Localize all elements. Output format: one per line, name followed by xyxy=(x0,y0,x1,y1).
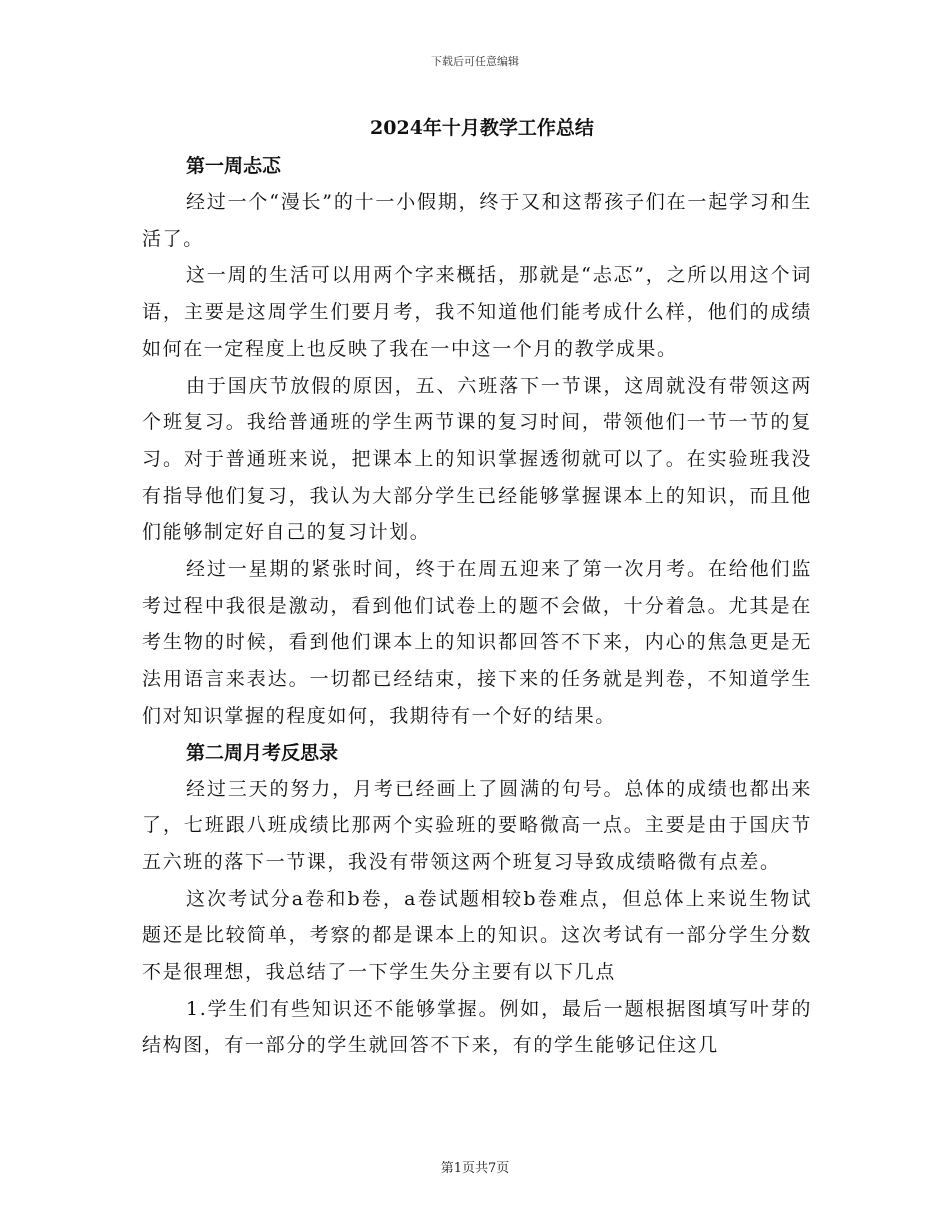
paragraph: 由于国庆节放假的原因，五、六班落下一节课，这周就没有带领这两个班复习。我给普通班的学生两节课的复习时间，带领他们一节一节的复习。对于普通班来说，把课本上的知识掌握透彻就可以了。在实验班我没有指导他们复习，我认为大部分学生已经能够掌握课本上的知识，而且他们能够制定好自己的复习计划。 xyxy=(142,374,812,544)
paragraph: 1.学生们有些知识还不能够掌握。例如，最后一题根据图填写叶芽的结构图，有一部分的学生就回答不下来，有的学生能够记住这几 xyxy=(142,997,812,1057)
section-heading-week1: 第一周忐忑 xyxy=(186,155,282,177)
paragraph: 这一周的生活可以用两个字来概括，那就是“忐忑”，之所以用这个词语，主要是这周学生们要月考，我不知道他们能考成什么样，他们的成绩如何在一定程度上也反映了我在一中这一个月的教学成果。 xyxy=(142,264,812,360)
document-body xyxy=(142,108,812,1064)
page-number: 第1页共7页 xyxy=(440,1161,510,1176)
paragraph: 经过一星期的紧张时间，终于在周五迎来了第一次月考。在给他们监考过程中我很是激动，看到他们试卷上的题不会做，十分着急。尤其是在考生物的时候，看到他们课本上的知识都回答不下来，内心的焦急更是无法用语言来表达。一切都已经结束，接下来的任务就是判卷，不知道学生们对知识掌握的程度如何，我期待有一个好的结果。 xyxy=(142,558,812,727)
paragraph: 经过一个“漫长”的十一小假期，终于又和这帮孩子们在一起学习和生活了。 xyxy=(142,191,812,250)
section-heading-week2: 第二周月考反思录 xyxy=(186,741,339,764)
document-title: 2024年十月教学工作总结 xyxy=(370,117,594,139)
page-header-note: 下载后可任意编辑 xyxy=(431,55,519,68)
paragraph: 经过三天的努力，月考已经画上了圆满的句号。总体的成绩也都出来了，七班跟八班成绩比那两个实验班的要略微高一点。主要是由于国庆节五六班的落下一节课，我没有带领这两个班复习导致成绩略微有点差。 xyxy=(142,777,812,873)
paragraph: 这次考试分a卷和b卷，a卷试题相较b卷难点，但总体上来说生物试题还是比较简单，考察的都是课本上的知识。这次考试有一部分学生分数不是很理想，我总结了一下学生失分主要有以下几点 xyxy=(142,887,812,984)
